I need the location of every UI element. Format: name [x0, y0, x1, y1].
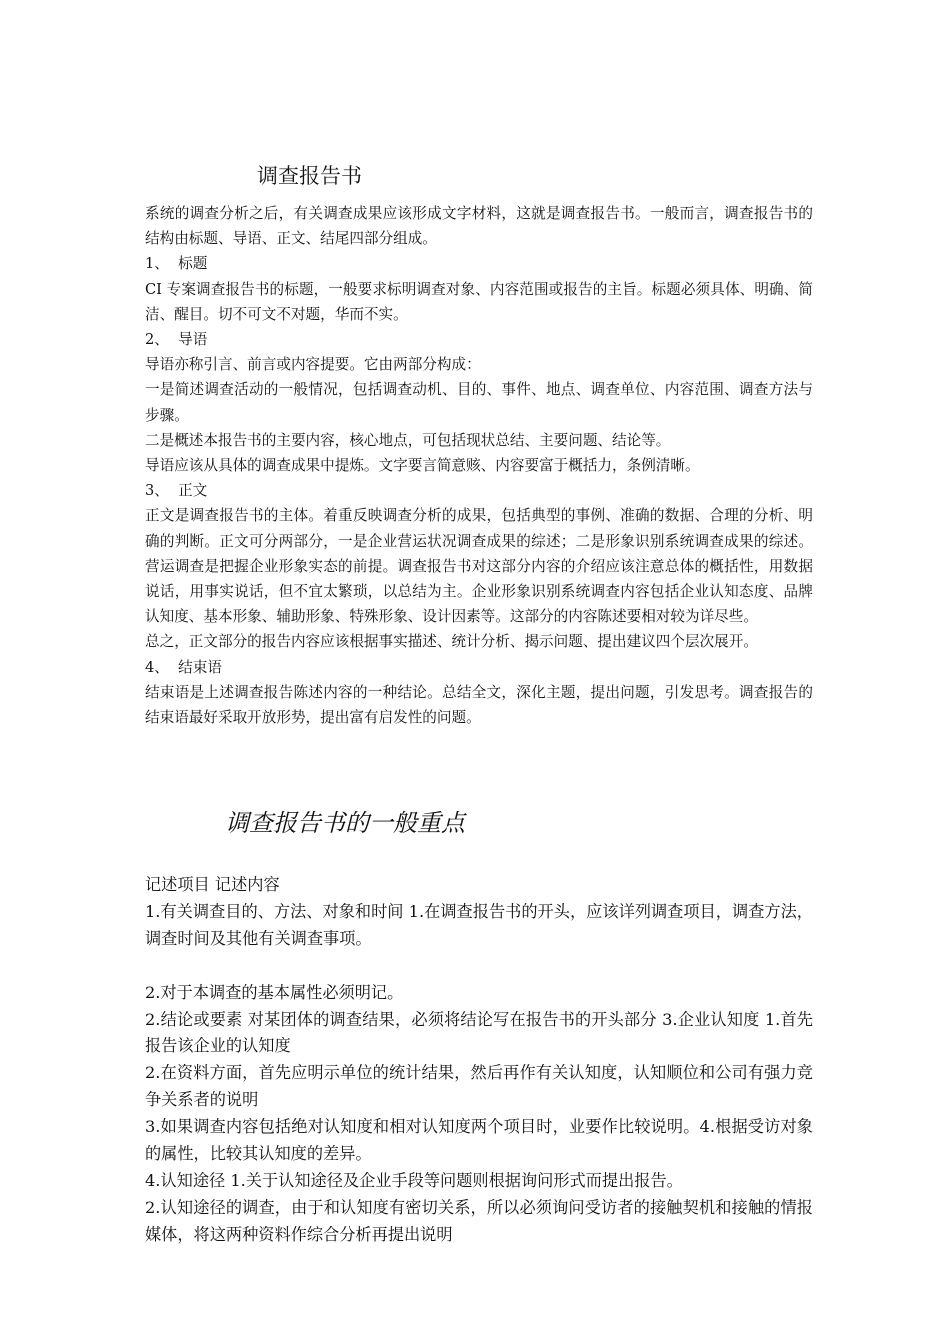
item-heading-body: 3、 正文: [145, 482, 208, 500]
intro-paragraph: 系统的调查分析之后，有关调查成果应该形成文字材料，这就是调查报告书。一般而言，调查报告书的结构由标题、导语、正文、结尾四部分组成。: [145, 205, 813, 248]
key-point-line: 3.如果调查内容包括绝对认知度和相对认知度两个项目时，业要作比较说明。4.根据受访对象的属性，比较其认知度的差异。: [145, 1117, 813, 1164]
body-summary-paragraph: 总之，正文部分的报告内容应该根据事实描述、统计分析、揭示问题、提出建议四个层次展开。: [145, 633, 758, 651]
document-title: 调查报告书: [257, 164, 362, 188]
section-subtitle: 调查报告书的一般重点: [225, 809, 465, 837]
lead-guidance-paragraph: 导语应该从具体的调查成果中提炼。文字要言简意赅、内容要富于概括力，条例清晰。: [145, 457, 700, 475]
lead-part-one-paragraph: 一是简述调查活动的一般情况，包括调查动机、目的、事件、地点、调查单位、内容范围、调查方法与步骤。: [145, 381, 813, 424]
key-points-section: [145, 872, 813, 1249]
item-heading-lead: 2、 导语: [145, 331, 208, 349]
title-paragraph: CI 专案调查报告书的标题，一般要求标明调查对象、内容范围或报告的主旨。标题必须具体、明确、简洁、醒目。切不可文不对题，华而不实。: [145, 280, 813, 323]
lead-part-two-paragraph: 二是概述本报告书的主要内容，核心地点，可包括现状总结、主要问题、结论等。: [145, 431, 671, 449]
item-heading-conclusion: 4、 结束语: [145, 658, 222, 676]
conclusion-paragraph: 结束语是上述调查报告陈述内容的一种结论。总结全文，深化主题，提出问题，引发思考。调查报告的结束语最好采取开放形势，提出富有启发性的问题。: [145, 683, 813, 727]
key-point-line: 2.结论或要素 对某团体的调查结果，必须将结论写在报告书的开头部分 3.企业认知度 1.首先报告该企业的认知度: [145, 1009, 813, 1056]
blank-line: [145, 953, 813, 980]
key-point-line: 2.认知途径的调查，由于和认知度有密切关系，所以必须询问受访者的接触契机和接触的情报媒体，将这两种资料作综合分析再提出说明: [145, 1197, 813, 1244]
key-point-line: 4.认知途径 1.关于认知途径及企业手段等问题则根据询问形式而提出报告。: [145, 1170, 683, 1190]
item-heading-title: 1、 标题: [145, 255, 208, 273]
key-point-line: 2.对于本调查的基本属性必须明记。: [145, 982, 404, 1002]
key-points-header: 记述项目 记述内容: [145, 875, 280, 894]
key-point-line: 2.在资料方面，首先应明示单位的统计结果，然后再作有关认知度，认知顺位和公司有强力竞争关系者的说明: [145, 1063, 813, 1110]
report-structure-section: [145, 201, 813, 730]
lead-definition-paragraph: 导语亦称引言、前言或内容提要。它由两部分构成：: [145, 356, 481, 374]
key-point-line: 1.有关调查目的、方法、对象和时间 1.在调查报告书的开头，应该详列调查项目，调查方法，调查时间及其他有关调查事项。: [145, 901, 813, 948]
body-paragraph: 正文是调查报告书的主体。着重反映调查分析的成果，包括典型的事例、准确的数据、合理的分析、明确的判断。正文可分两部分，一是企业营运状况调查成果的综述；二是形象识别系统调查成果的综述。营运调查是把握企业形象实态的前提。调查报告书对这部分内容的介绍应该注意总体的概括性，用数据说话，用事实说话，但不宜太繁琐，以总结为主。企业形象识别系统调查内容包括企业认知态度、品牌认知度、基本形象、辅助形象、特殊形象、设计因素等。这部分的内容陈述要相对较为详尽些。: [145, 507, 813, 626]
